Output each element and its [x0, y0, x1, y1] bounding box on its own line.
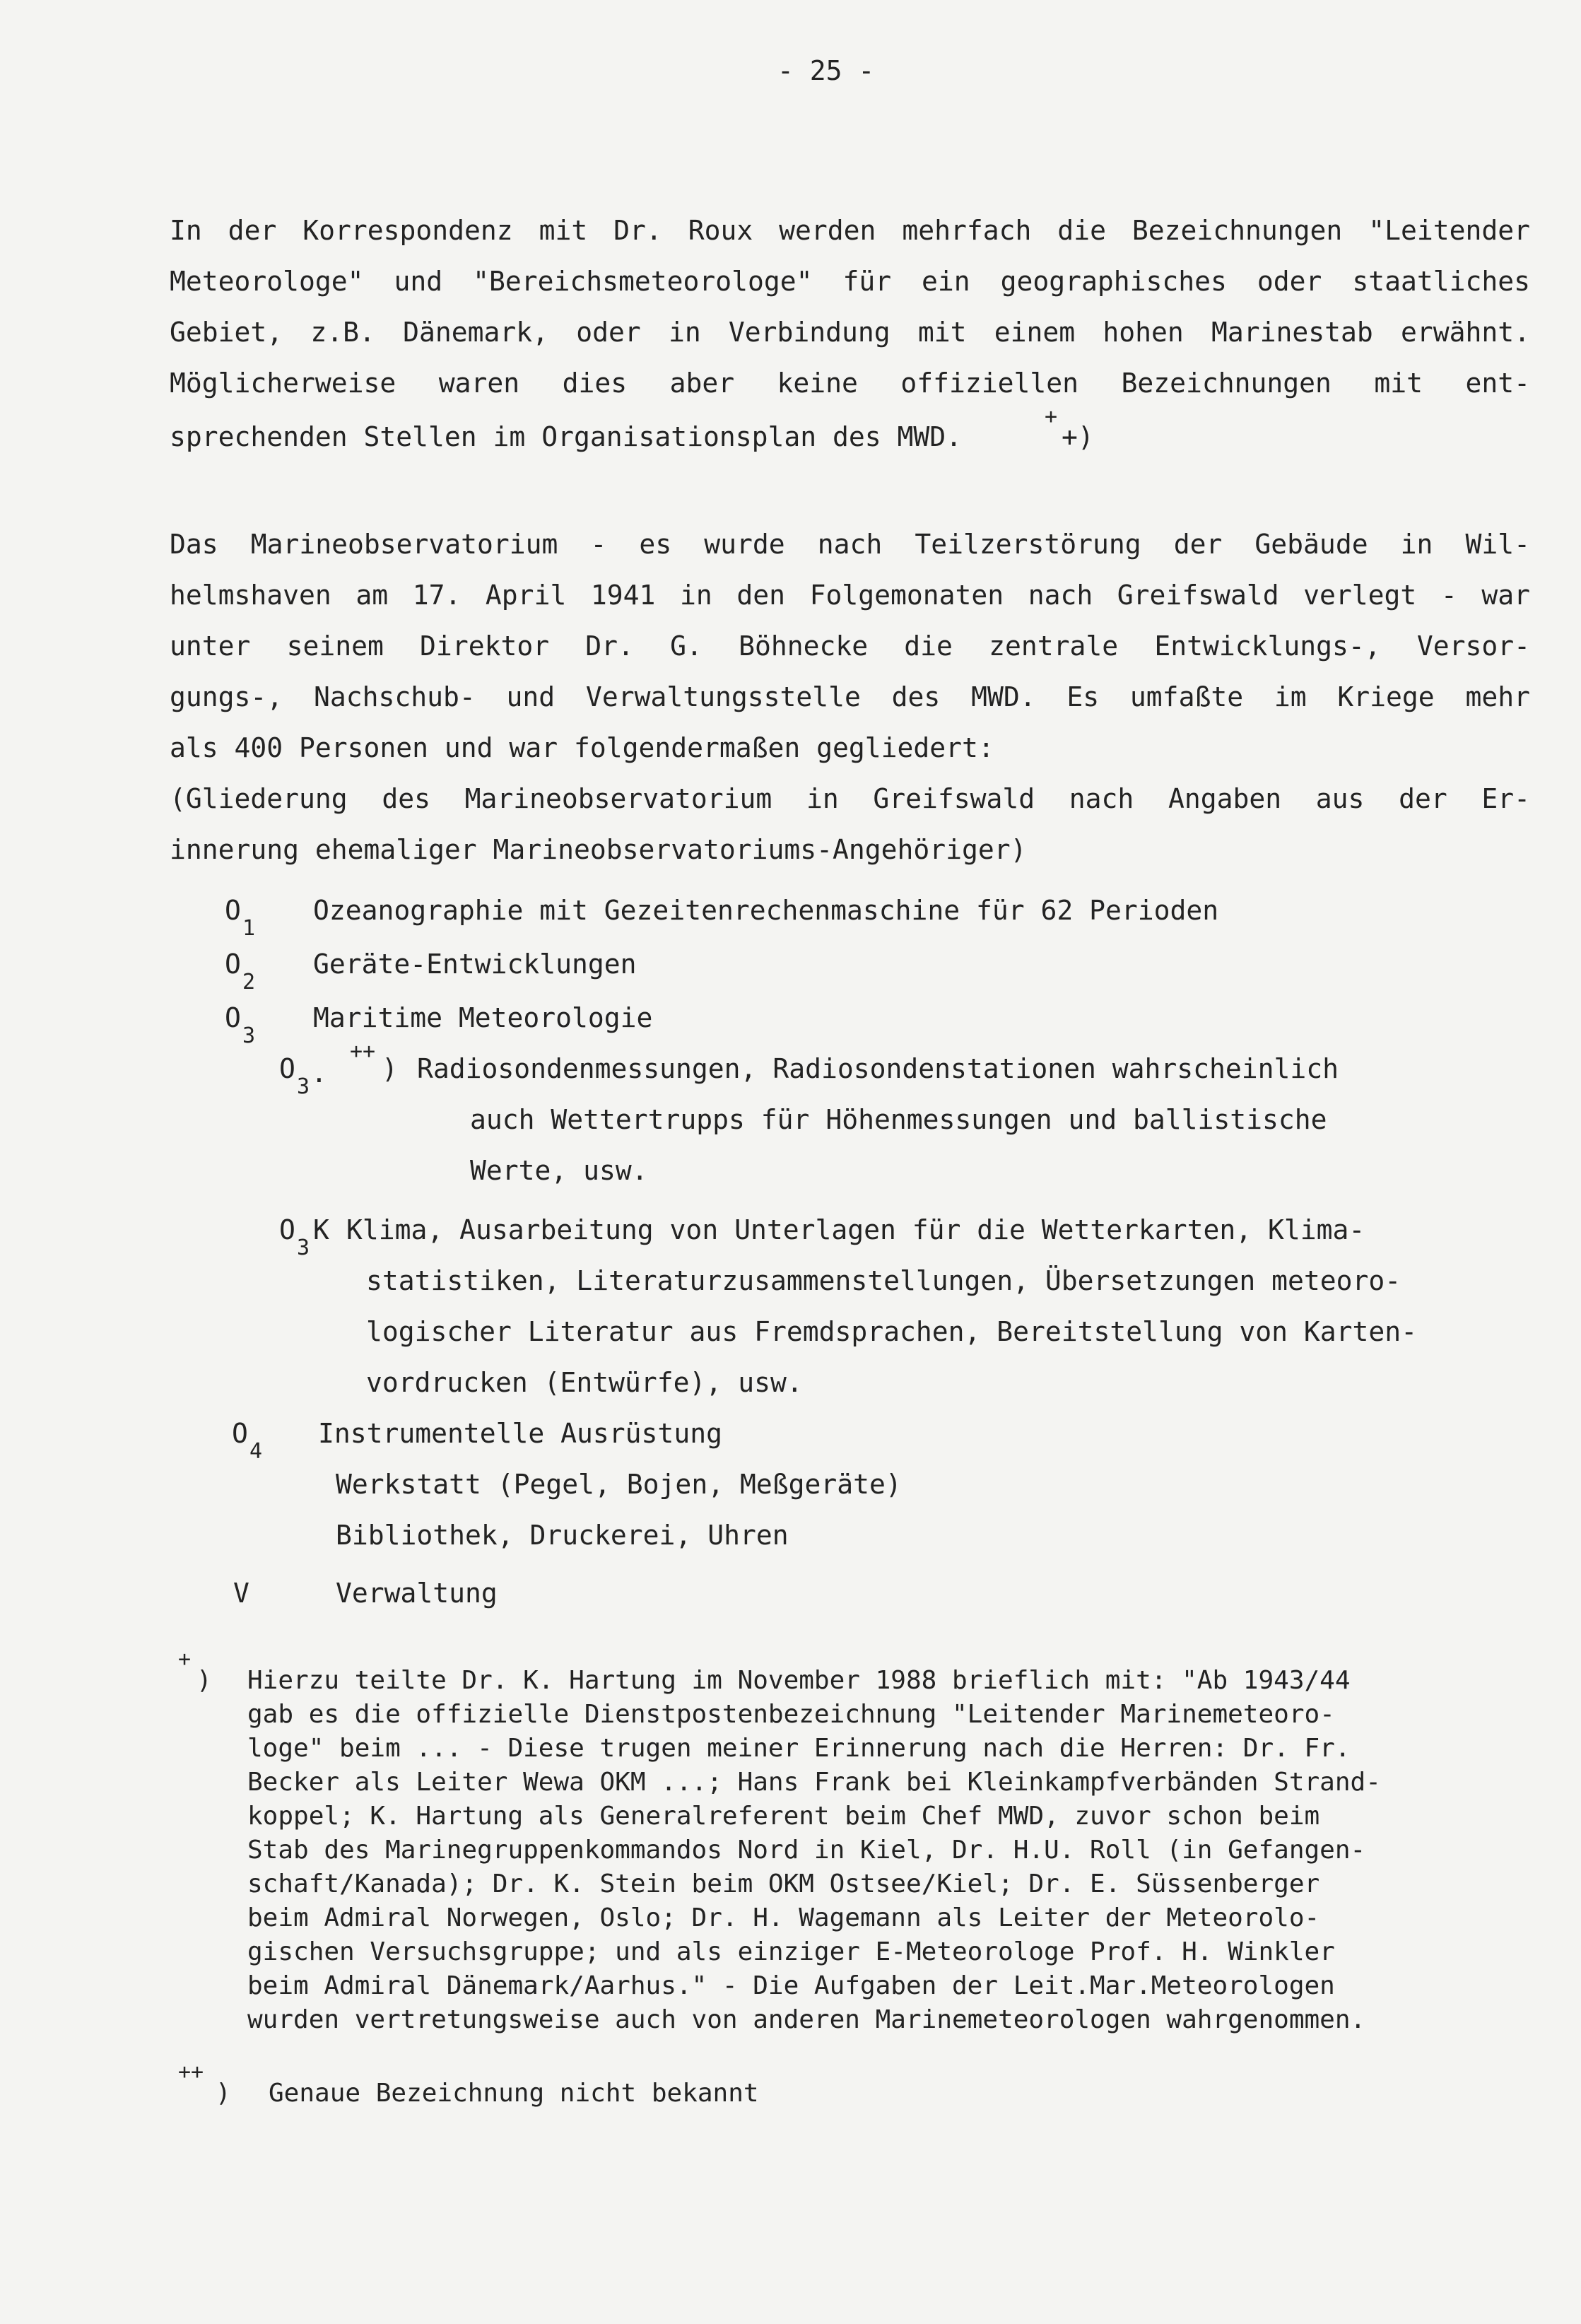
org-code-letter: K	[313, 1214, 329, 1245]
footnote-mark: +	[178, 1647, 192, 1672]
text-line: Gebiet, z.B. Dänemark, oder in Verbindung mit einem hohen Marinestab erwähnt.	[170, 317, 1530, 348]
footnote-line: Genaue Bezeichnung nicht bekannt	[269, 2079, 759, 2108]
footnote-line: loge" beim ... - Diese trugen meiner Erinnerung nach die Herren: Dr. Fr.	[247, 1734, 1351, 1763]
org-code: V	[233, 1578, 249, 1609]
org-code-sub: 1	[242, 916, 256, 941]
footnote-line: gischen Versuchsgruppe; und als einziger E-Meteorologe Prof. H. Winkler	[247, 1937, 1335, 1966]
text-line: gungs-, Nachschub- und Verwaltungsstelle des MWD. Es umfaßte im Kriege mehr	[170, 681, 1530, 712]
org-code: O	[225, 895, 241, 926]
footnote-line: Hierzu teilte Dr. K. Hartung im November 1988 brieflich mit: "Ab 1943/44	[247, 1666, 1351, 1695]
org-text: Werte, usw.	[470, 1155, 648, 1186]
footnote-line: beim Admiral Dänemark/Aarhus." - Die Aufgaben der Leit.Mar.Meteorologen	[247, 1971, 1335, 2000]
org-text: Verwaltung	[336, 1578, 498, 1609]
org-code: O	[232, 1418, 248, 1449]
text-line: Meteorologe" und "Bereichsmeteorologe" für ein geographisches oder staatliches	[170, 266, 1530, 297]
org-text: Bibliothek, Druckerei, Uhren	[336, 1520, 789, 1551]
text-line: In der Korrespondenz mit Dr. Roux werden mehrfach die Bezeichnungen "Leitender	[170, 215, 1530, 246]
footnote-line: Stab des Marinegruppenkommandos Nord in Kiel, Dr. H.U. Roll (in Gefangen-	[247, 1836, 1366, 1865]
org-text: Geräte-Entwicklungen	[313, 949, 637, 980]
org-text: Klima, Ausarbeitung von Unterlagen für die Wetterkarten, Klima-	[346, 1214, 1365, 1245]
org-text: Maritime Meteorologie	[313, 1002, 653, 1033]
footnote-ref-double-plus: ++	[350, 1039, 376, 1064]
org-code: O	[279, 1053, 295, 1084]
footnote-line: wurden vertretungsweise auch von anderen Marinemeteorologen wahrgenommen.	[247, 2005, 1366, 2034]
org-code: O	[225, 1002, 241, 1033]
text-line: unter seinem Direktor Dr. G. Böhnecke die zentrale Entwicklungs-, Versor-	[170, 630, 1530, 662]
text-line: (Gliederung des Marineobservatorium in Greifswald nach Angaben aus der Er-	[170, 783, 1530, 814]
footnote-line: gab es die offizielle Dienstpostenbezeichnung "Leitender Marinemeteoro-	[247, 1700, 1335, 1729]
footnote-line: beim Admiral Norwegen, Oslo; Dr. H. Wagemann als Leiter der Meteorolo-	[247, 1903, 1320, 1932]
org-text: Radiosondenmessungen, Radiosondenstationen wahrscheinlich	[417, 1053, 1339, 1084]
text-line: als 400 Personen und war folgendermaßen gegliedert:	[170, 732, 994, 763]
footnote-paren: )	[196, 1666, 212, 1695]
org-paren: )	[382, 1053, 398, 1084]
footnote-ref-plus: +	[1045, 404, 1058, 429]
text-line: sprechenden Stellen im Organisationsplan des MWD.	[170, 421, 963, 452]
footnote-line: koppel; K. Hartung als Generalreferent beim Chef MWD, zuvor schon beim	[247, 1802, 1320, 1831]
org-text: Werkstatt (Pegel, Bojen, Meßgeräte)	[336, 1469, 902, 1500]
page-number: - 25 -	[777, 55, 875, 86]
org-code-dot: .	[311, 1057, 327, 1088]
org-code-sub: 3	[297, 1236, 310, 1260]
footnote-ref-marker: +)	[1062, 421, 1094, 452]
org-text: vordrucken (Entwürfe), usw.	[366, 1367, 803, 1398]
footnote-line: Becker als Leiter Wewa OKM ...; Hans Frank bei Kleinkampfverbänden Strand-	[247, 1768, 1381, 1797]
footnote-paren: )	[216, 2079, 231, 2108]
org-text: logischer Literatur aus Fremdsprachen, Bereitstellung von Karten-	[366, 1316, 1418, 1347]
org-code: O	[225, 949, 241, 980]
text-line: Das Marineobservatorium - es wurde nach Teilzerstörung der Gebäude in Wil-	[170, 529, 1530, 560]
org-text: Ozeanographie mit Gezeitenrechenmaschine für 62 Perioden	[313, 895, 1219, 926]
org-code: O	[279, 1214, 295, 1245]
org-code-sub: 3	[242, 1023, 256, 1048]
org-code-sub: 3	[297, 1074, 310, 1099]
org-code-sub: 2	[242, 970, 256, 994]
footnote-mark: ++	[178, 2060, 204, 2084]
org-text: Instrumentelle Ausrüstung	[318, 1418, 722, 1449]
text-line: helmshaven am 17. April 1941 in den Folgemonaten nach Greifswald verlegt - war	[170, 580, 1530, 611]
org-text: auch Wettertrupps für Höhenmessungen und ballistische	[470, 1104, 1327, 1135]
org-text: statistiken, Literaturzusammenstellungen, Übersetzungen meteoro-	[366, 1265, 1401, 1296]
text-line: Möglicherweise waren dies aber keine offiziellen Bezeichnungen mit ent-	[170, 368, 1530, 399]
footnote-line: schaft/Kanada); Dr. K. Stein beim OKM Ostsee/Kiel; Dr. E. Süssenberger	[247, 1870, 1320, 1898]
text-line: innerung ehemaliger Marineobservatoriums-Angehöriger)	[170, 834, 1027, 865]
org-code-sub: 4	[249, 1439, 263, 1464]
